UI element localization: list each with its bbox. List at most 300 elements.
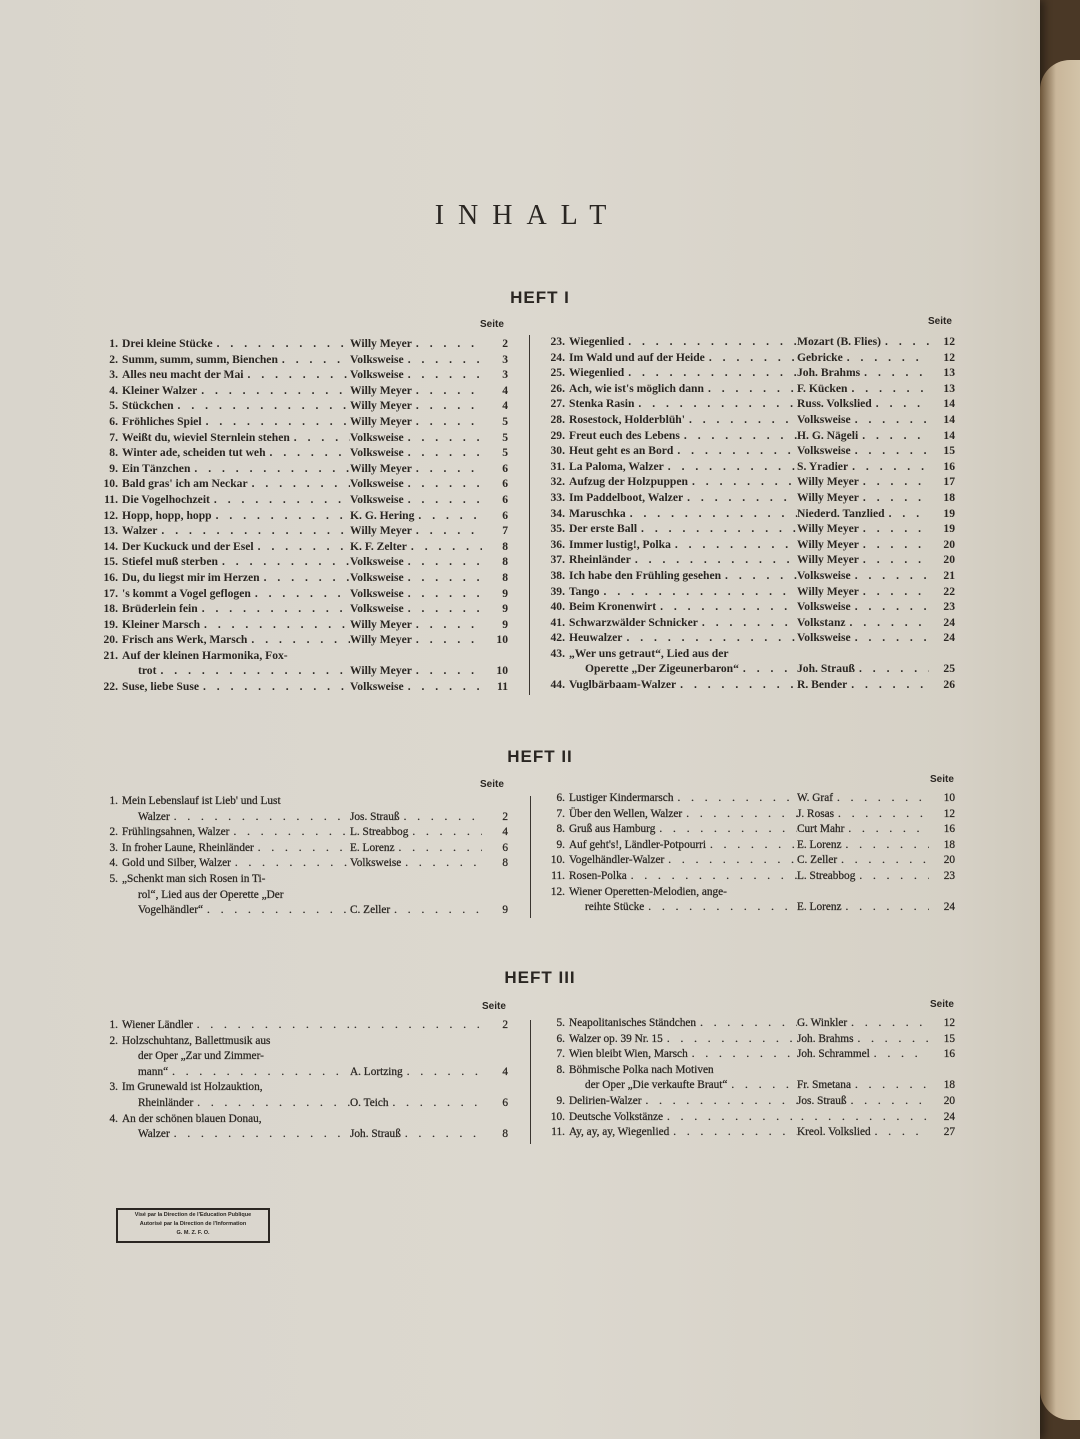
- composer-cell: [350, 430, 482, 446]
- toc-line: [98, 461, 508, 477]
- composer-cell: [350, 679, 482, 695]
- toc-line: [545, 490, 955, 506]
- toc-entry: [545, 459, 955, 475]
- entry-number: 6.: [556, 792, 565, 804]
- toc-line: [545, 885, 955, 901]
- toc-line: [98, 679, 508, 695]
- entry-number: 5.: [109, 872, 118, 885]
- toc-entry: [545, 646, 955, 677]
- dot-leader: [844, 822, 929, 838]
- entry-title: Bald gras' ich am Neckar: [122, 477, 248, 491]
- composer: Willy Meyer: [350, 337, 412, 350]
- entry-number: 13.: [103, 524, 118, 538]
- composer-cell: [350, 617, 482, 633]
- toc-line: [98, 1034, 508, 1050]
- page-number: [929, 646, 955, 662]
- page-number: 16: [943, 1048, 955, 1061]
- page-number: 8: [502, 857, 508, 870]
- page-number: 24: [943, 1110, 955, 1123]
- page-number: 24: [943, 615, 955, 629]
- title-cell: [545, 1047, 797, 1063]
- column-divider: [530, 796, 531, 918]
- title-cell: [98, 554, 350, 570]
- composer: Willy Meyer: [350, 414, 412, 428]
- indent: [98, 1127, 138, 1143]
- composer: Volksweise: [797, 631, 851, 645]
- toc-line: [545, 350, 955, 366]
- toc-entry: [98, 461, 508, 477]
- toc-column: [545, 334, 955, 693]
- composer: A. Lortzing: [350, 1065, 403, 1078]
- composer-cell: [350, 398, 482, 414]
- dot-leader: [855, 869, 929, 885]
- composer-cell: [797, 350, 929, 366]
- dot-leader: [631, 552, 797, 568]
- entry-number: 10.: [550, 1110, 565, 1123]
- composer: Volksweise: [797, 600, 851, 614]
- toc-entry: [545, 838, 955, 854]
- composer-cell: [797, 521, 929, 537]
- toc-line: [98, 648, 508, 664]
- dot-leader: [412, 336, 482, 352]
- entry-title: mann“: [138, 1065, 169, 1078]
- toc-line: [98, 1127, 508, 1143]
- entry-title: Maruschka: [569, 506, 626, 520]
- entry-title: Du, du liegst mir im Herzen: [122, 570, 260, 584]
- toc-entry: [545, 677, 955, 693]
- page-number: 5: [502, 446, 508, 460]
- page-number: 12: [943, 350, 955, 364]
- toc-line: [545, 677, 955, 693]
- toc-entry: [98, 1112, 508, 1143]
- page-number: [929, 885, 955, 901]
- composer-cell: [350, 1065, 482, 1081]
- dot-leader: [278, 352, 350, 368]
- toc-entry: [545, 1063, 955, 1094]
- page-number: 18: [943, 838, 955, 851]
- page-number: 21: [943, 568, 955, 582]
- entry-number: 2.: [109, 352, 118, 366]
- dot-leader: [637, 521, 797, 537]
- toc-entry: [545, 1110, 955, 1126]
- toc-entry: [98, 539, 508, 555]
- title-cell: [98, 476, 350, 492]
- toc-entry: [98, 445, 508, 461]
- title-cell: [545, 568, 797, 584]
- toc-line: [98, 539, 508, 555]
- composer: Mozart (B. Flies): [797, 335, 882, 348]
- composer: L. Streabbog: [797, 869, 856, 882]
- title-cell: [98, 856, 350, 872]
- page-number: 5: [502, 430, 508, 444]
- page-number: 20: [943, 1094, 955, 1107]
- entry-title: Ay, ay, ay, Wiegenlied: [569, 1126, 670, 1139]
- entry-number: 40.: [550, 600, 565, 614]
- entry-number: 5.: [556, 1017, 565, 1029]
- toc-entry: [545, 853, 955, 869]
- composer: Willy Meyer: [350, 461, 412, 475]
- entry-title: „Wer uns getraut“, Lied aus der: [569, 646, 729, 660]
- title-cell: [545, 537, 797, 553]
- composer-cell: [350, 903, 482, 919]
- entry-title: Heuwalzer: [569, 631, 623, 645]
- title-cell: [98, 1065, 350, 1081]
- page-number: 25: [943, 662, 955, 676]
- dot-leader: [156, 663, 350, 679]
- toc-entry: [545, 443, 955, 459]
- toc-line: [545, 552, 955, 568]
- composer: Jos. Strauß: [797, 1094, 847, 1107]
- composer-cell: [350, 461, 482, 477]
- dot-leader: [871, 1125, 929, 1141]
- dot-leader: [669, 1125, 797, 1141]
- composer-cell: [797, 885, 929, 901]
- dot-leader: [626, 506, 797, 522]
- entry-number: 31.: [550, 459, 565, 473]
- title-cell: [545, 1016, 797, 1032]
- page-number: 23: [943, 600, 955, 614]
- entry-number: 7.: [556, 1048, 565, 1061]
- title-cell: [545, 584, 797, 600]
- title-cell: [98, 648, 350, 664]
- dot-leader: [721, 568, 797, 584]
- dot-leader: [390, 903, 482, 919]
- seite-label: Seite: [928, 316, 952, 327]
- entry-number: 36.: [550, 537, 565, 551]
- page-number: [482, 872, 508, 888]
- toc-line: [98, 476, 508, 492]
- composer-cell: [350, 414, 482, 430]
- dot-leader: [851, 599, 929, 615]
- page-number: 5: [502, 414, 508, 428]
- dot-leader: [682, 807, 797, 823]
- title-cell: [98, 367, 350, 383]
- title-cell: [98, 570, 350, 586]
- page-number: 2: [502, 337, 508, 350]
- toc-entry: [98, 1034, 508, 1081]
- entry-number: 25.: [550, 366, 565, 380]
- composer: Willy Meyer: [350, 633, 412, 647]
- dot-leader: [834, 807, 929, 823]
- toc-line: [98, 367, 508, 383]
- page-number: 7: [502, 524, 508, 538]
- toc-line: [98, 414, 508, 430]
- composer-cell: [797, 599, 929, 615]
- composer-cell: [797, 474, 929, 490]
- title-cell: [98, 1112, 350, 1128]
- toc-entry: [545, 412, 955, 428]
- toc-entry: [545, 1047, 955, 1063]
- toc-line: [545, 365, 955, 381]
- toc-entry: [98, 632, 508, 648]
- dot-leader: [202, 414, 350, 430]
- page-number: 10: [496, 664, 508, 678]
- title-cell: [98, 1080, 350, 1096]
- toc-entry: [98, 367, 508, 383]
- entry-title: Aufzug der Holzpuppen: [569, 475, 688, 489]
- dot-leader: [858, 428, 929, 444]
- entry-title: Ein Tänzchen: [122, 461, 191, 475]
- page-number: 8: [502, 1128, 508, 1141]
- entry-title: Lustiger Kindermarsch: [569, 792, 674, 804]
- entry-number: 42.: [550, 631, 565, 645]
- toc-entry: [98, 1080, 508, 1111]
- composer: Willy Meyer: [350, 617, 412, 631]
- column-divider: [530, 1020, 531, 1144]
- indent: [98, 663, 138, 679]
- composer: Volksweise: [350, 477, 404, 491]
- entry-number: 22.: [103, 680, 118, 694]
- dot-leader: [412, 663, 482, 679]
- title-cell: [545, 1032, 797, 1048]
- toc-entry: [545, 599, 955, 615]
- toc-entry: [98, 414, 508, 430]
- toc-line: [98, 601, 508, 617]
- entry-title: Alles neu macht der Mai: [122, 368, 244, 382]
- entry-number: 21.: [103, 648, 118, 662]
- toc-entry: [545, 630, 955, 646]
- entry-number: 8.: [556, 823, 565, 836]
- dot-leader: [859, 490, 929, 506]
- stamp-line: Visé par la Direction de l'Education Publique: [134, 1212, 252, 1218]
- page-number: 8: [502, 539, 508, 553]
- title-cell: [545, 869, 797, 885]
- page-number: [482, 1034, 508, 1050]
- page-number: 6: [502, 841, 508, 854]
- page-number: 15: [943, 1032, 955, 1045]
- entry-number: 15.: [103, 555, 118, 569]
- entry-title: Schwarzwälder Schnicker: [569, 615, 698, 629]
- entry-number: 43.: [550, 646, 565, 660]
- indent: [98, 1065, 138, 1081]
- dot-leader: [404, 554, 482, 570]
- composer-cell: [350, 367, 482, 383]
- dot-leader: [290, 430, 350, 446]
- entry-number: 9.: [556, 838, 565, 851]
- entry-title: Mein Lebenslauf ist Lieb' und Lust: [122, 795, 281, 807]
- page-number: 4: [502, 383, 508, 397]
- dot-leader: [885, 506, 929, 522]
- dot-leader: [218, 554, 350, 570]
- dot-leader: [881, 334, 929, 350]
- entry-title: Tango: [569, 584, 600, 598]
- dot-leader: [193, 1096, 350, 1112]
- title-cell: [98, 445, 350, 461]
- dot-leader: [706, 838, 797, 854]
- entry-number: 10.: [550, 854, 565, 867]
- composer-cell: [350, 1034, 482, 1050]
- toc-entry: [545, 506, 955, 522]
- toc-entry: [545, 552, 955, 568]
- composer: S. Yradier: [797, 459, 849, 473]
- page-number: [929, 1063, 955, 1079]
- dot-leader: [727, 1078, 797, 1094]
- toc-line: [545, 900, 955, 916]
- dot-leader: [624, 334, 797, 350]
- dot-leader: [248, 476, 350, 492]
- page-number: 14: [943, 412, 955, 426]
- title-cell: [545, 334, 797, 350]
- dot-leader: [404, 476, 482, 492]
- composer-cell: [797, 1016, 929, 1032]
- dot-leader: [266, 445, 350, 461]
- composer: K. F. Zelter: [350, 539, 407, 553]
- dot-leader: [213, 336, 350, 352]
- dot-leader: [404, 367, 482, 383]
- toc-line: [98, 554, 508, 570]
- censorship-stamp: [116, 1208, 270, 1243]
- seite-label: Seite: [930, 999, 954, 1010]
- dot-leader: [843, 350, 929, 366]
- toc-line: [545, 838, 955, 854]
- composer-cell: [797, 791, 929, 807]
- entry-title: reihte Stücke: [585, 901, 645, 914]
- entry-number: 34.: [550, 506, 565, 520]
- dot-leader: [412, 398, 482, 414]
- title-cell: [98, 1049, 350, 1065]
- toc-entry: [98, 825, 508, 841]
- dot-leader: [848, 459, 929, 475]
- toc-entry: [98, 492, 508, 508]
- dot-leader: [170, 810, 350, 826]
- dot-leader: [229, 825, 350, 841]
- entry-title: Der erste Ball: [569, 522, 638, 536]
- dot-leader: [860, 365, 929, 381]
- entry-title: Rosen-Polka: [569, 869, 627, 882]
- entry-title: Suse, liebe Suse: [122, 680, 199, 694]
- dot-leader: [847, 1016, 929, 1032]
- entry-title: Walzer: [138, 1128, 170, 1141]
- composer-cell: [350, 663, 482, 679]
- title-cell: [98, 888, 350, 904]
- title-cell: [98, 601, 350, 617]
- entry-title: Walzer: [138, 810, 170, 823]
- dot-leader: [389, 1096, 482, 1112]
- toc-line: [98, 632, 508, 648]
- toc-entry: [98, 617, 508, 633]
- toc-entry: [98, 476, 508, 492]
- composer-cell: [797, 900, 929, 916]
- toc-line: [545, 396, 955, 412]
- composer-cell: [797, 381, 929, 397]
- composer: E. Lorenz: [797, 901, 842, 914]
- dot-leader: [174, 398, 350, 414]
- title-cell: [98, 1018, 350, 1034]
- toc-entry: [98, 872, 508, 919]
- toc-line: [545, 599, 955, 615]
- composer: F. Kücken: [797, 381, 848, 395]
- composer-cell: [797, 459, 929, 475]
- entry-number: 6.: [556, 1032, 565, 1045]
- page-number: 13: [943, 381, 955, 395]
- composer: O. Teich: [350, 1096, 389, 1109]
- toc-entry: [98, 679, 508, 695]
- title-cell: [98, 841, 350, 857]
- page-number: [482, 888, 508, 904]
- composer-cell: [797, 1125, 929, 1141]
- composer: Russ. Volkslied: [797, 397, 872, 411]
- composer: Joh. Brahms: [797, 1032, 854, 1045]
- entry-title: Böhmische Polka nach Motiven: [569, 1063, 714, 1076]
- page-number: 14: [943, 397, 955, 411]
- title-cell: [98, 632, 350, 648]
- title-cell: [545, 474, 797, 490]
- entry-title: La Paloma, Walzer: [569, 459, 664, 473]
- entry-number: 3.: [109, 841, 118, 854]
- entry-number: 9.: [556, 1094, 565, 1107]
- section-heading-heft-1: HEFT I: [510, 288, 570, 307]
- toc-line: [98, 888, 508, 904]
- dot-leader: [412, 414, 482, 430]
- composer-cell: [350, 508, 482, 524]
- toc-line: [545, 853, 955, 869]
- composer: Joh. Strauß: [350, 1128, 401, 1141]
- entry-number: 5.: [109, 399, 118, 413]
- composer: Fr. Smetana: [797, 1079, 851, 1092]
- page-number: [482, 648, 508, 664]
- composer: Curt Mahr: [797, 823, 845, 836]
- composer-cell: [350, 794, 482, 810]
- seite-label: Seite: [480, 779, 504, 790]
- dot-leader: [412, 632, 482, 648]
- entry-title: Rheinländer: [138, 1096, 194, 1109]
- toc-line: [545, 537, 955, 553]
- title-cell: [98, 430, 350, 446]
- toc-entry: [98, 398, 508, 414]
- page-number: [482, 1080, 508, 1096]
- page-number: 18: [943, 490, 955, 504]
- composer: Kreol. Volkslied: [797, 1126, 871, 1139]
- dot-leader: [851, 443, 929, 459]
- composer-cell: [797, 490, 929, 506]
- entry-title: An der schönen blauen Donau,: [122, 1112, 262, 1125]
- dot-leader: [859, 552, 929, 568]
- dot-leader: [203, 903, 350, 919]
- entry-title: Wiegenlied: [569, 366, 625, 380]
- dot-leader: [400, 810, 482, 826]
- composer-cell: [797, 506, 929, 522]
- entry-number: 2.: [109, 1034, 118, 1047]
- toc-line: [98, 523, 508, 539]
- composer: Volksweise: [797, 412, 851, 426]
- title-cell: [545, 822, 797, 838]
- entry-number: 20.: [103, 633, 118, 647]
- toc-line: [545, 1125, 955, 1141]
- entry-title: Neapolitanisches Ständchen: [569, 1017, 697, 1029]
- title-cell: [98, 617, 350, 633]
- toc-entry: [545, 474, 955, 490]
- dot-leader: [193, 1018, 350, 1034]
- page-number: 9: [502, 586, 508, 600]
- composer-cell: [797, 552, 929, 568]
- dot-leader: [641, 1094, 797, 1110]
- dot-leader: [190, 461, 350, 477]
- toc-line: [545, 791, 955, 807]
- dot-leader: [412, 383, 482, 399]
- composer-cell: [797, 838, 929, 854]
- entry-title: Summ, summ, summ, Bienchen: [122, 352, 278, 366]
- dot-leader: [210, 492, 350, 508]
- composer: K. G. Hering: [350, 508, 415, 522]
- page-number: 4: [502, 826, 508, 839]
- section-heading-heft-2: HEFT II: [507, 747, 573, 766]
- dot-leader: [851, 412, 929, 428]
- section-heading-heft-3: HEFT III: [504, 968, 576, 987]
- entry-title: Vogelhändler“: [138, 904, 204, 917]
- entry-title: 's kommt a Vogel geflogen: [122, 586, 251, 600]
- toc-line: [98, 430, 508, 446]
- composer: Willy Meyer: [350, 383, 412, 397]
